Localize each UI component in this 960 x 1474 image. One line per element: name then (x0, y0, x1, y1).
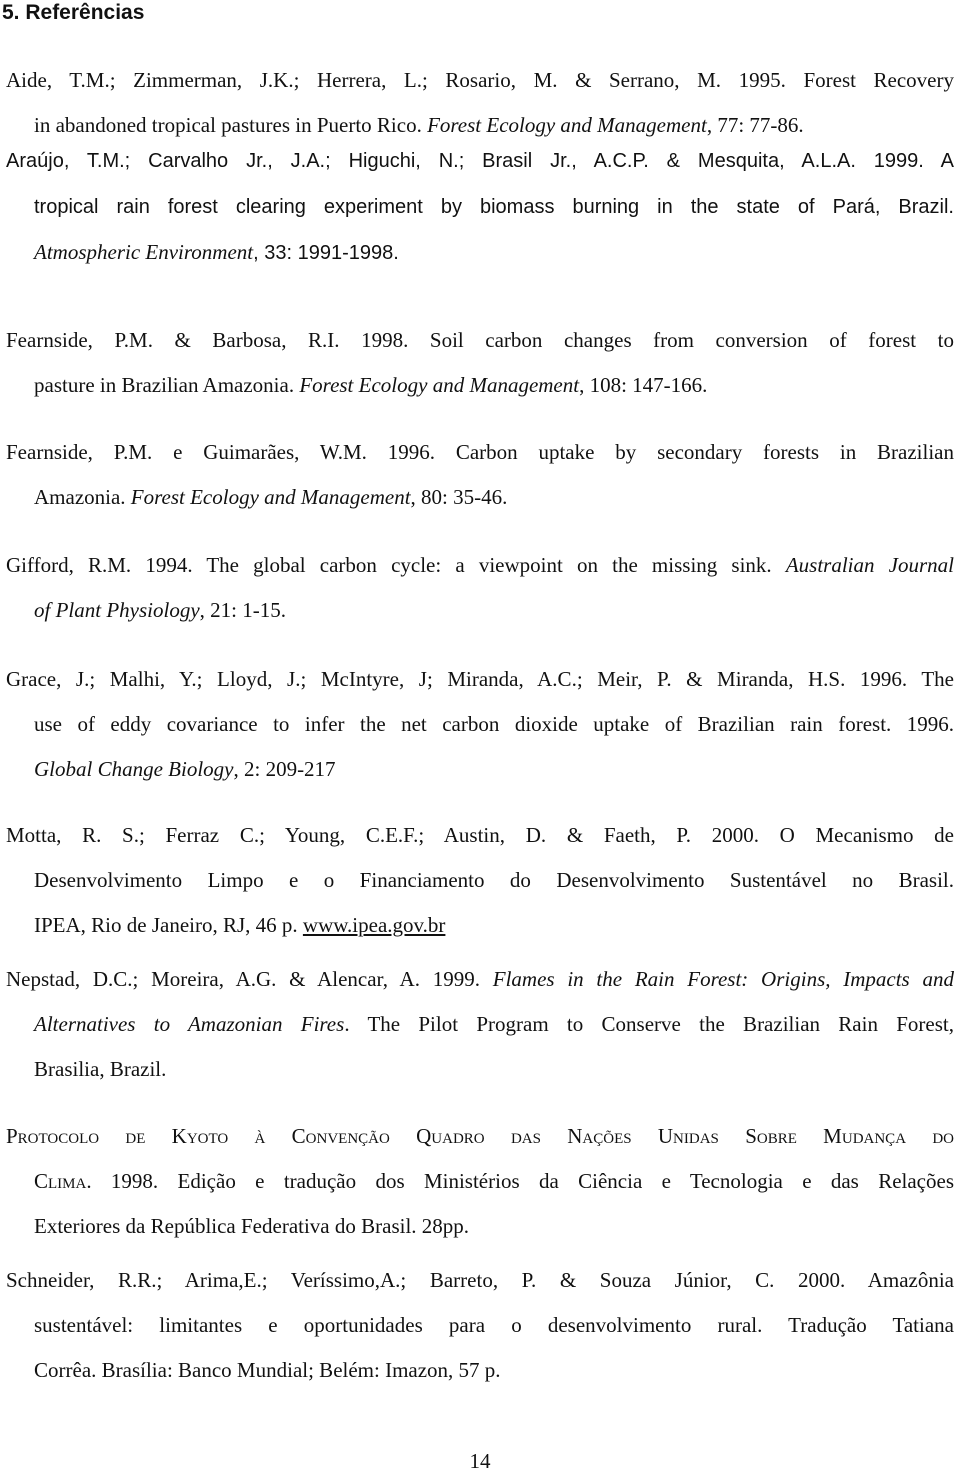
reference-text: Motta, R. S.; Ferraz C.; Young, C.E.F.; Austin, D. & Faeth, P. 2000. O Mecanismo de (6, 823, 954, 847)
reference-line (6, 702, 954, 747)
reference-gifford (6, 543, 954, 633)
reference-text: Desenvolvimento Limpo e o Financiamento do Desenvolvimento Sustentável no Brasil. (34, 868, 954, 892)
reference-text: Corrêa. Brasília: Banco Mundial; Belém: Imazon, 57 p. (34, 1358, 501, 1382)
reference-line (6, 588, 954, 633)
reference-text: sustentável: limitantes e oportunidades para o desenvolvimento rural. Tradução Tatiana (34, 1313, 954, 1337)
reference-text: Fearnside, P.M. & Barbosa, R.I. 1998. Soil carbon changes from conversion of forest to (6, 328, 954, 352)
journal-title: Flames in the Rain Forest: Origins, Impacts and (492, 967, 954, 991)
reference-line (6, 363, 954, 408)
reference-araujo (6, 138, 954, 276)
reference-line (6, 1159, 954, 1204)
reference-text: Gifford, R.M. 1994. The global carbon cycle: a viewpoint on the missing sink. (6, 553, 786, 577)
reference-text: Exteriores da República Federativa do Brasil. 28pp. (34, 1214, 470, 1238)
reference-line (6, 475, 954, 520)
reference-line (6, 1204, 954, 1249)
journal-title: Forest Ecology and Management (427, 113, 707, 137)
reference-text: . 1998. Edição e tradução dos Ministérios da Ciência e Tecnologia e das Relações (86, 1169, 954, 1193)
journal-title: Forest Ecology and Management (299, 373, 580, 397)
smallcaps-title: Protocolo de Kyoto à Convenção Quadro das Nações Unidas Sobre Mudança do (6, 1124, 954, 1148)
reference-protocolo (6, 1114, 954, 1249)
reference-line (6, 1047, 954, 1092)
reference-line (6, 318, 954, 363)
reference-text: , 21: 1-15. (199, 598, 286, 622)
reference-line (6, 1303, 954, 1348)
reference-line (6, 1114, 954, 1159)
journal-title: Australian Journal (785, 553, 954, 577)
reference-text: Araújo, T.M.; Carvalho Jr., J.A.; Higuchi, N.; Brasil Jr., A.C.P. & Mesquita, A.L.A. 1999. A (6, 150, 954, 172)
reference-line (6, 747, 954, 792)
reference-line (6, 813, 954, 858)
reference-text: , 2: 209-217 (233, 757, 336, 781)
journal-title: Alternatives to Amazonian Fires (34, 1012, 345, 1036)
reference-fearnside-1998 (6, 318, 954, 408)
reference-text: , 108: 147-166. (579, 373, 708, 397)
journal-title: Forest Ecology and Management (130, 485, 411, 509)
section-heading: 5. Referências (2, 1, 145, 24)
page-number: 14 (469, 1449, 491, 1473)
reference-text: Schneider, R.R.; Arima,E.; Veríssimo,A.; Barreto, P. & Souza Júnior, C. 2000. Amazônia (6, 1268, 954, 1292)
smallcaps-title: Clima (34, 1169, 87, 1193)
reference-line (6, 184, 954, 230)
reference-text: , 33: 1991-1998. (253, 242, 399, 264)
reference-line (6, 543, 954, 588)
reference-line (6, 58, 954, 103)
journal-title: Atmospheric Environment (34, 240, 254, 264)
reference-text: Grace, J.; Malhi, Y.; Lloyd, J.; McIntyre, J; Miranda, A.C.; Meir, P. & Miranda, H.S. 1996. The (6, 667, 954, 691)
reference-text: Amazonia. (34, 485, 131, 509)
reference-line (6, 230, 954, 276)
reference-grace (6, 657, 954, 792)
reference-text: Aide, T.M.; Zimmerman, J.K.; Herrera, L.; Rosario, M. & Serrano, M. 1995. Forest Recovery (6, 68, 954, 92)
reference-line (6, 430, 954, 475)
reference-line (6, 1002, 954, 1047)
reference-text: , 80: 35-46. (410, 485, 508, 509)
reference-nepstad (6, 957, 954, 1092)
reference-line (6, 957, 954, 1002)
reference-text: . The Pilot Program to Conserve the Brazilian Rain Forest, (344, 1012, 954, 1036)
reference-text: Fearnside, P.M. e Guimarães, W.M. 1996. Carbon uptake by secondary forests in Brazilian (6, 440, 954, 464)
reference-text: in abandoned tropical pastures in Puerto Rico. (34, 113, 428, 137)
journal-title: Global Change Biology (34, 757, 234, 781)
reference-line (6, 1258, 954, 1303)
website-link[interactable]: www.ipea.gov.br (302, 913, 446, 937)
reference-line (6, 858, 954, 903)
reference-motta (6, 813, 954, 948)
journal-title: of Plant Physiology (34, 598, 200, 622)
reference-text: IPEA, Rio de Janeiro, RJ, 46 p. (34, 913, 303, 937)
reference-line (6, 657, 954, 702)
reference-text: use of eddy covariance to infer the net carbon dioxide uptake of Brazilian rain forest. 1996. (34, 712, 954, 736)
reference-text: Nepstad, D.C.; Moreira, A.G. & Alencar, A. 1999. (6, 967, 493, 991)
reference-schneider (6, 1258, 954, 1393)
reference-text: Brasilia, Brazil. (34, 1057, 167, 1081)
reference-text: , 77: 77-86. (706, 113, 804, 137)
reference-aide (6, 58, 954, 148)
reference-text: pasture in Brazilian Amazonia. (34, 373, 300, 397)
reference-fearnside-1996 (6, 430, 954, 520)
reference-text: tropical rain forest clearing experiment by biomass burning in the state of Pará, Brazil. (34, 196, 954, 218)
reference-line (6, 903, 954, 948)
reference-line (6, 1348, 954, 1393)
reference-line (6, 138, 954, 184)
